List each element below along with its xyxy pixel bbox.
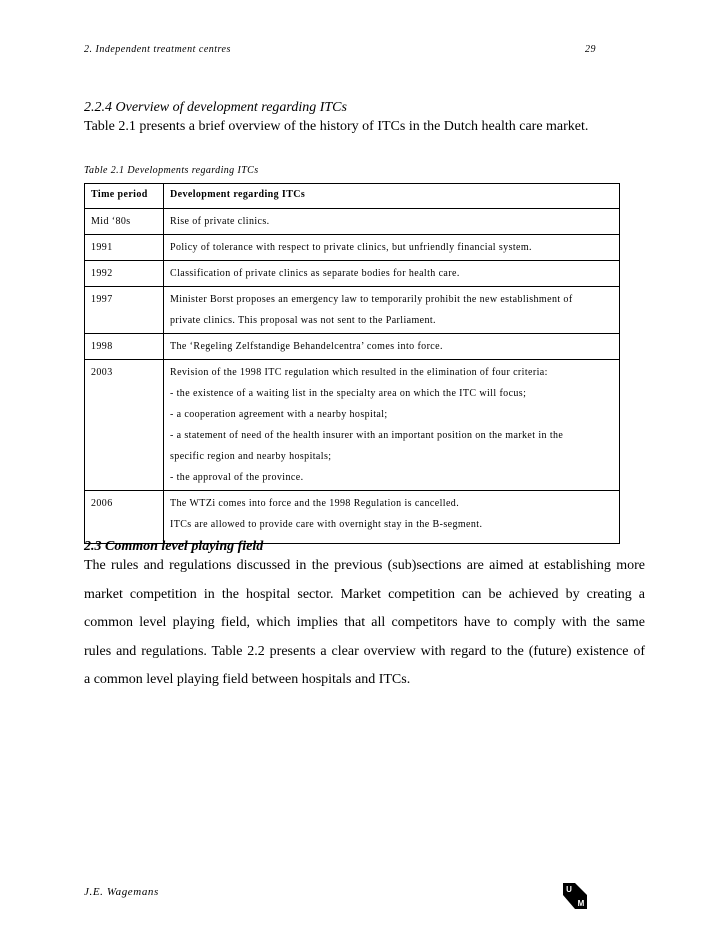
table-row [85, 491, 620, 544]
time-period-cell: 2003 [85, 360, 164, 491]
table-caption: Table 2.1 Developments regarding ITCs [84, 165, 259, 176]
development-line: The WTZi comes into force and the 1998 Regulation is cancelled. [170, 498, 460, 509]
development-line: ITCs are allowed to provide care with overnight stay in the B-segment. [170, 519, 483, 530]
development-line: Classification of private clinics as separate bodies for health care. [170, 268, 460, 279]
section-23-paragraph [84, 552, 645, 695]
development-line: Revision of the 1998 ITC regulation which resulted in the elimination of four criteria: [170, 367, 548, 378]
development-line: Rise of private clinics. [170, 216, 270, 227]
university-logo [560, 881, 590, 911]
time-period-cell: 1991 [85, 235, 164, 261]
paragraph-line: market competition in the hospital sector. Market competition can be achieved by creating a [84, 586, 645, 602]
table-row [85, 235, 620, 261]
development-line: specific region and nearby hospitals; [170, 451, 332, 462]
development-cell [164, 334, 620, 360]
paragraph-line: a common level playing field between hospitals and ITCs. [84, 672, 411, 687]
section-intro: Table 2.1 presents a brief overview of the history of ITCs in the Dutch health care market. [84, 119, 589, 134]
footer-author: J.E. Wagemans [84, 886, 159, 898]
paragraph-line: The rules and regulations discussed in the previous (sub)sections are aimed at establishing more [84, 558, 645, 573]
column-header-time-period: Time period [85, 184, 164, 209]
logo-letter-u: U [566, 885, 572, 894]
running-header [84, 44, 600, 55]
development-cell [164, 491, 620, 544]
column-header-development: Development regarding ITCs [164, 184, 620, 209]
development-line: private clinics. This proposal was not sent to the Parliament. [170, 315, 436, 326]
chapter-title: 2. Independent treatment centres [84, 44, 231, 55]
page-number: 29 [585, 44, 596, 55]
time-period-cell: 1998 [85, 334, 164, 360]
development-cell [164, 360, 620, 491]
logo-diagonal-upper [575, 883, 587, 895]
paragraph-line: rules and regulations. Table 2.2 presents a clear overview with regard to the (future) existence of [84, 643, 645, 659]
development-line: Policy of tolerance with respect to private clinics, but unfriendly financial system. [170, 242, 532, 253]
time-period-cell: 2006 [85, 491, 164, 544]
table-row [85, 287, 620, 334]
logo-diagonal-lower [563, 895, 575, 909]
development-cell [164, 209, 620, 235]
section-heading-23: 2.3 Common level playing field [84, 539, 264, 554]
table-row [85, 261, 620, 287]
time-period-cell: 1992 [85, 261, 164, 287]
development-line: - a cooperation agreement with a nearby hospital; [170, 409, 388, 420]
development-line: - a statement of need of the health insurer with an important position on the market in the [170, 430, 564, 441]
section-heading-224: 2.2.4 Overview of development regarding ITCs [84, 100, 347, 115]
development-line: - the approval of the province. [170, 472, 304, 483]
table-header-row [85, 184, 620, 209]
development-cell [164, 261, 620, 287]
table-row [85, 334, 620, 360]
paragraph-line: common level playing field, which implies that all competitors have to comply with the same [84, 615, 645, 630]
development-cell [164, 287, 620, 334]
development-line: - the existence of a waiting list in the specialty area on which the ITC will focus; [170, 388, 527, 399]
development-line: Minister Borst proposes an emergency law to temporarily prohibit the new establishment of [170, 294, 573, 305]
developments-table [84, 183, 620, 544]
logo-letter-m: M [577, 899, 585, 908]
development-cell [164, 235, 620, 261]
table-row [85, 360, 620, 491]
time-period-cell: Mid ‘80s [85, 209, 164, 235]
time-period-cell: 1997 [85, 287, 164, 334]
table-row [85, 209, 620, 235]
development-line: The ‘Regeling Zelfstandige Behandelcentra’ comes into force. [170, 341, 443, 352]
